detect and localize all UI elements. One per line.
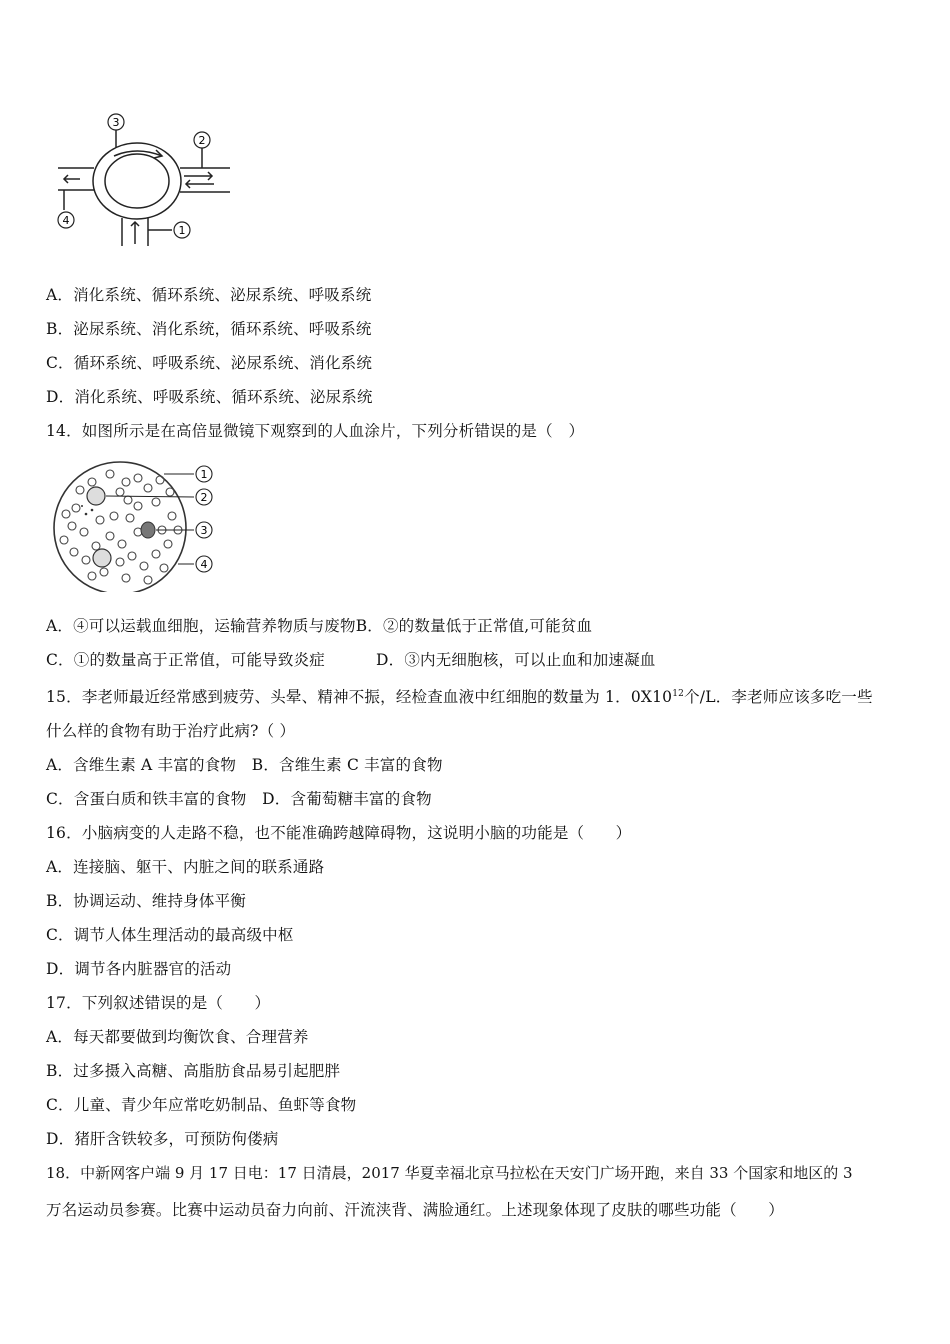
q13-option-b: B．泌尿系统、消化系统，循环系统、呼吸系统 [46, 320, 372, 338]
smear-label-1: 1 [200, 468, 208, 481]
q17-option-c: C．儿童、青少年应常吃奶制品、鱼虾等食物 [46, 1096, 357, 1114]
q15-stem-part1: 15．李老师最近经常感到疲劳、头晕、精神不振，经检查血液中红细胞的数量为 1．0X10 [46, 688, 673, 706]
q16-option-c: C．调节人体生理活动的最高级中枢 [46, 926, 294, 944]
q15-stem-exponent: 12 [672, 689, 685, 699]
q14-option-ab: A．④可以运载血细胞，运输营养物质与废物B．②的数量低于正常值,可能贫血 [46, 617, 593, 635]
q15-stem-part2: 个/L．李老师应该多吃一些 [684, 688, 873, 706]
q16-option-d: D．调节各内脏器官的活动 [46, 960, 232, 978]
label-3: 3 [112, 116, 120, 129]
circulation-diagram [52, 108, 232, 254]
smear-label-4: 4 [200, 558, 208, 571]
q16-option-a: A．连接脑、躯干、内脏之间的联系通路 [46, 858, 325, 876]
q15-stem [46, 684, 873, 707]
q15-stem-line2: 什么样的食物有助于治疗此病?（ ） [46, 722, 296, 740]
q13-option-c: C．循环系统、呼吸系统、泌尿系统、消化系统 [46, 354, 373, 372]
q17-option-d: D．猪肝含铁较多，可预防佝偻病 [46, 1130, 279, 1148]
q13-option-d: D．消化系统、呼吸系统、循环系统、泌尿系统 [46, 388, 373, 406]
label-2: 2 [198, 134, 206, 147]
q15-options-ab: A．含维生素 A 丰富的食物 B．含维生素 C 丰富的食物 [46, 756, 443, 774]
q14-option-d: D．③内无细胞核，可以止血和加速凝血 [376, 651, 656, 669]
q16-option-b: B．协调运动、维持身体平衡 [46, 892, 246, 910]
q18-stem-line1: 18．中新网客户端 9 月 17 日电：17 日清晨，2017 华夏幸福北京马拉松在天安门广场开跑，来自 33 个国家和地区的 3 [46, 1164, 853, 1182]
q17-stem: 17．下列叙述错误的是（ ） [46, 994, 271, 1012]
smear-label-3: 3 [200, 524, 208, 537]
q16-stem: 16．小脑病变的人走路不稳，也不能准确跨越障碍物，这说明小脑的功能是（ ） [46, 824, 632, 842]
label-4: 4 [62, 214, 70, 227]
q17-option-a: A．每天都要做到均衡饮食、合理营养 [46, 1028, 309, 1046]
q13-option-a: A．消化系统、循环系统、泌尿系统、呼吸系统 [46, 286, 372, 304]
q14-option-c: C．①的数量高于正常值，可能导致炎症 [46, 651, 325, 669]
blood-smear-diagram [52, 460, 220, 592]
smear-label-2: 2 [200, 491, 208, 504]
label-1: 1 [178, 224, 186, 237]
q14-stem: 14．如图所示是在高倍显微镜下观察到的人血涂片，下列分析错误的是（ ） [46, 422, 585, 440]
q18-stem-line2: 万名运动员参赛。比赛中运动员奋力向前、汗流浃背、满脸通红。上述现象体现了皮肤的哪些功能（ ） [46, 1201, 784, 1219]
q15-options-cd: C．含蛋白质和铁丰富的食物 D．含葡萄糖丰富的食物 [46, 790, 432, 808]
q17-option-b: B．过多摄入高糖、高脂肪食品易引起肥胖 [46, 1062, 341, 1080]
